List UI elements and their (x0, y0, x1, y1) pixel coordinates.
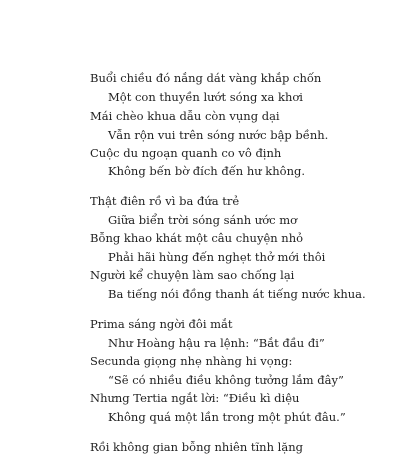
poem-line: Không bến bờ đích đến hư không. (108, 164, 306, 178)
poem-line: Prima sáng ngời đôi mắt (90, 317, 233, 331)
poem-line: Cuộc du ngoạn quanh co vô định (90, 146, 282, 160)
poem-line: Rồi không gian bỗng nhiên tĩnh lặng (90, 440, 303, 454)
poem-line: Vẫn rộn vui trên sóng nước bập bềnh. (108, 128, 329, 142)
poem-line: Thật điên rồ vì ba đứa trẻ (90, 194, 240, 208)
poem-line: Nhưng Tertia ngắt lời: “Điều kì diệu (90, 391, 300, 405)
poem-line: Phải hãi hùng đến nghẹt thở mới thôi (108, 250, 326, 264)
poem-line: Như Hoàng hậu ra lệnh: “Bắt đầu đi” (108, 336, 325, 350)
poem-line: Người kể chuyện làm sao chống lại (90, 268, 295, 282)
poem-line: Secunda giọng nhẹ nhàng hi vọng: (90, 354, 293, 368)
poem-line: Bỗng khao khát một câu chuyện nhỏ (90, 231, 304, 245)
poem-line: Buổi chiều đó nắng dát vàng khắp chốn (90, 71, 322, 85)
poem-line: Ba tiếng nói đồng thanh át tiếng nước khua. (108, 287, 366, 301)
poem-line: Mái chèo khua dẫu còn vụng dại (90, 109, 280, 123)
poem-line: Giữa biển trời sóng sánh ước mơ (108, 213, 298, 227)
poem-line: Một con thuyền lướt sóng xa khơi (108, 90, 303, 104)
poem-line: “Sẽ có nhiều điều không tưởng lắm đây” (108, 373, 344, 387)
poem-line: Không quá một lần trong một phút đâu.” (108, 410, 346, 424)
